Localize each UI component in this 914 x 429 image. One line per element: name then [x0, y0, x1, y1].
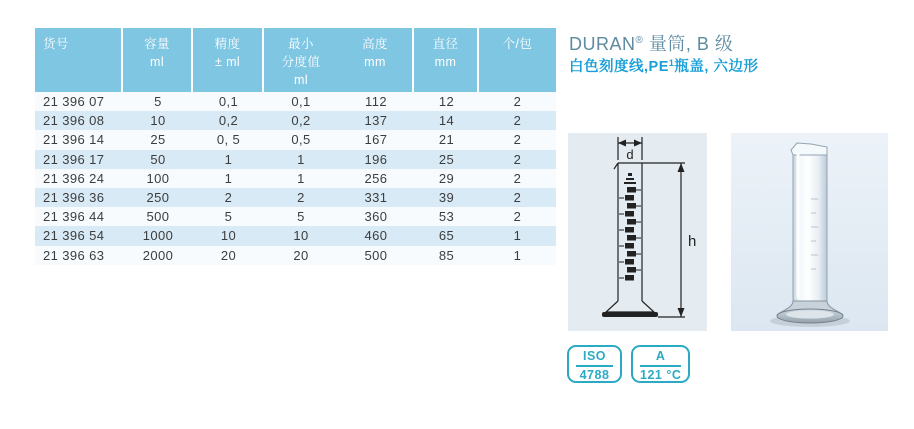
spec-value-cell: 112 — [365, 94, 387, 109]
spec-value-cell: 50 — [150, 151, 166, 167]
spec-value-cell: 460 — [364, 228, 388, 244]
spec-value-cell: 0,2 — [218, 113, 239, 129]
spec-value-cell: 500 — [364, 247, 388, 263]
spec-value-cell: 29 — [438, 170, 455, 186]
product-subtitle — [569, 55, 758, 76]
iso-standard-badge — [567, 345, 622, 383]
height-label: h — [688, 233, 697, 250]
spec-value-cell: 39 — [438, 189, 455, 205]
spec-value-cell: 2 — [513, 132, 522, 148]
spec-value-cell: 2 — [513, 113, 522, 129]
column-header: 最小 分度值 ml — [281, 37, 321, 87]
diameter-label: d — [626, 147, 634, 162]
spec-value-cell: 167 — [364, 132, 388, 148]
certification-badges — [567, 345, 690, 383]
subtitle-text-suffix: 瓶盖, 六边形 — [674, 59, 759, 75]
graduation-marks — [619, 187, 641, 281]
spec-value-cell: 0,1 — [291, 94, 311, 109]
cylinder-line-drawing — [568, 133, 707, 331]
badge-bottom-label: 4788 — [579, 368, 610, 382]
footnote-marker: 1 — [668, 58, 675, 68]
spec-value-cell: 53 — [438, 209, 455, 225]
column-header: 高度 mm — [338, 28, 414, 92]
catalog-number-cell: 21 396 14 — [43, 132, 105, 148]
table-row — [35, 246, 556, 265]
spec-value-cell: 0,2 — [291, 113, 311, 129]
spec-value-cell: 10 — [150, 113, 166, 129]
column-header: 容量 ml — [123, 28, 193, 92]
catalog-number-cell: 21 396 07 — [43, 94, 105, 109]
spec-value-cell: 250 — [146, 189, 170, 205]
product-title-text: 量筒, B 级 — [643, 34, 734, 54]
dimension-diagram — [568, 133, 707, 331]
spec-value-cell: 0,5 — [291, 132, 311, 148]
table-header-row — [35, 28, 556, 92]
table-row — [35, 226, 556, 245]
autoclavable-badge — [631, 345, 690, 383]
spec-value-cell: 2 — [297, 189, 305, 205]
column-header: 个/包 — [502, 37, 533, 51]
spout-rim — [791, 143, 827, 155]
table-body — [35, 92, 556, 265]
spec-table — [35, 28, 556, 265]
product-title — [569, 30, 733, 56]
spec-value-cell: 5 — [297, 209, 305, 225]
spec-value-cell: 5 — [224, 209, 233, 225]
column-header: 直径 mm — [414, 28, 479, 92]
spec-value-cell: 2 — [513, 209, 522, 225]
spec-value-cell: 1 — [513, 228, 522, 244]
spec-value-cell: 331 — [364, 189, 388, 205]
spec-value-cell: 10 — [220, 228, 237, 244]
spec-value-cell: 1 — [513, 247, 522, 263]
column-header: 货号 — [35, 28, 123, 92]
arrowhead-up — [678, 163, 685, 172]
spec-value-cell: 2 — [513, 151, 522, 167]
spec-value-cell: 20 — [220, 247, 237, 263]
spec-value-cell: 196 — [364, 151, 388, 167]
spec-value-cell: 25 — [438, 151, 455, 167]
spec-value-cell: 21 — [438, 132, 455, 148]
base-plate — [602, 312, 658, 317]
catalog-number-cell: 21 396 63 — [43, 247, 105, 263]
spec-value-cell: 1 — [297, 151, 305, 167]
measuring-cylinder-photo — [731, 133, 888, 331]
arrowhead-left — [618, 140, 626, 147]
badge-top-label: A — [655, 349, 666, 363]
spec-value-cell: 25 — [150, 132, 166, 148]
spec-value-cell: 2 — [513, 94, 522, 109]
brand-name: DURAN — [569, 34, 636, 54]
table-row — [35, 92, 556, 111]
registered-trademark-symbol: ® — [635, 35, 644, 46]
spec-value-cell: 20 — [293, 247, 309, 263]
spec-value-cell: 65 — [438, 228, 455, 244]
spec-value-cell: 500 — [146, 209, 170, 225]
spec-value-cell: 0, 5 — [216, 132, 241, 148]
subtitle-text: 白色刻度线,PE — [569, 59, 669, 75]
spec-value-cell: 2 — [224, 189, 233, 205]
catalog-number-cell: 21 396 17 — [43, 151, 105, 167]
arrowhead-right — [634, 140, 642, 147]
spec-value-cell: 1 — [297, 170, 305, 186]
table-row — [35, 130, 556, 149]
table-row — [35, 150, 556, 169]
spec-value-cell: 85 — [438, 247, 455, 263]
product-photo — [731, 133, 888, 331]
base-highlight — [786, 311, 834, 319]
catalog-number-cell: 21 396 08 — [43, 113, 105, 129]
column-header: 精度 ± ml — [193, 28, 264, 92]
spec-value-cell: 100 — [146, 170, 170, 186]
spec-value-cell: 0,1 — [218, 94, 239, 109]
arrowhead-down — [678, 308, 685, 317]
spec-value-cell: 2 — [513, 189, 522, 205]
spec-value-cell: 1 — [224, 170, 233, 186]
spec-value-cell: 137 — [364, 113, 388, 129]
spec-value-cell: 14 — [438, 113, 455, 129]
table-row — [35, 207, 556, 226]
catalog-number-cell: 21 396 36 — [43, 189, 105, 205]
table-row — [35, 169, 556, 188]
spec-value-cell: 256 — [364, 170, 388, 186]
spec-value-cell: 1 — [224, 151, 233, 167]
table-row — [35, 111, 556, 130]
spec-value-cell: 2 — [513, 170, 522, 186]
badge-bottom-label: 121 °C — [640, 368, 682, 382]
catalog-number-cell: 21 396 54 — [43, 228, 105, 244]
spec-value-cell: 360 — [364, 209, 388, 225]
spec-value-cell: 2000 — [142, 247, 174, 263]
spec-value-cell: 10 — [293, 228, 309, 244]
badge-top-label: ISO — [582, 349, 607, 363]
spec-value-cell: 5 — [154, 94, 162, 109]
table-row — [35, 188, 556, 207]
spec-value-cell: 12 — [438, 94, 455, 109]
catalog-number-cell: 21 396 24 — [43, 170, 105, 186]
spec-value-cell: 1000 — [142, 228, 174, 244]
catalog-number-cell: 21 396 44 — [43, 209, 105, 225]
